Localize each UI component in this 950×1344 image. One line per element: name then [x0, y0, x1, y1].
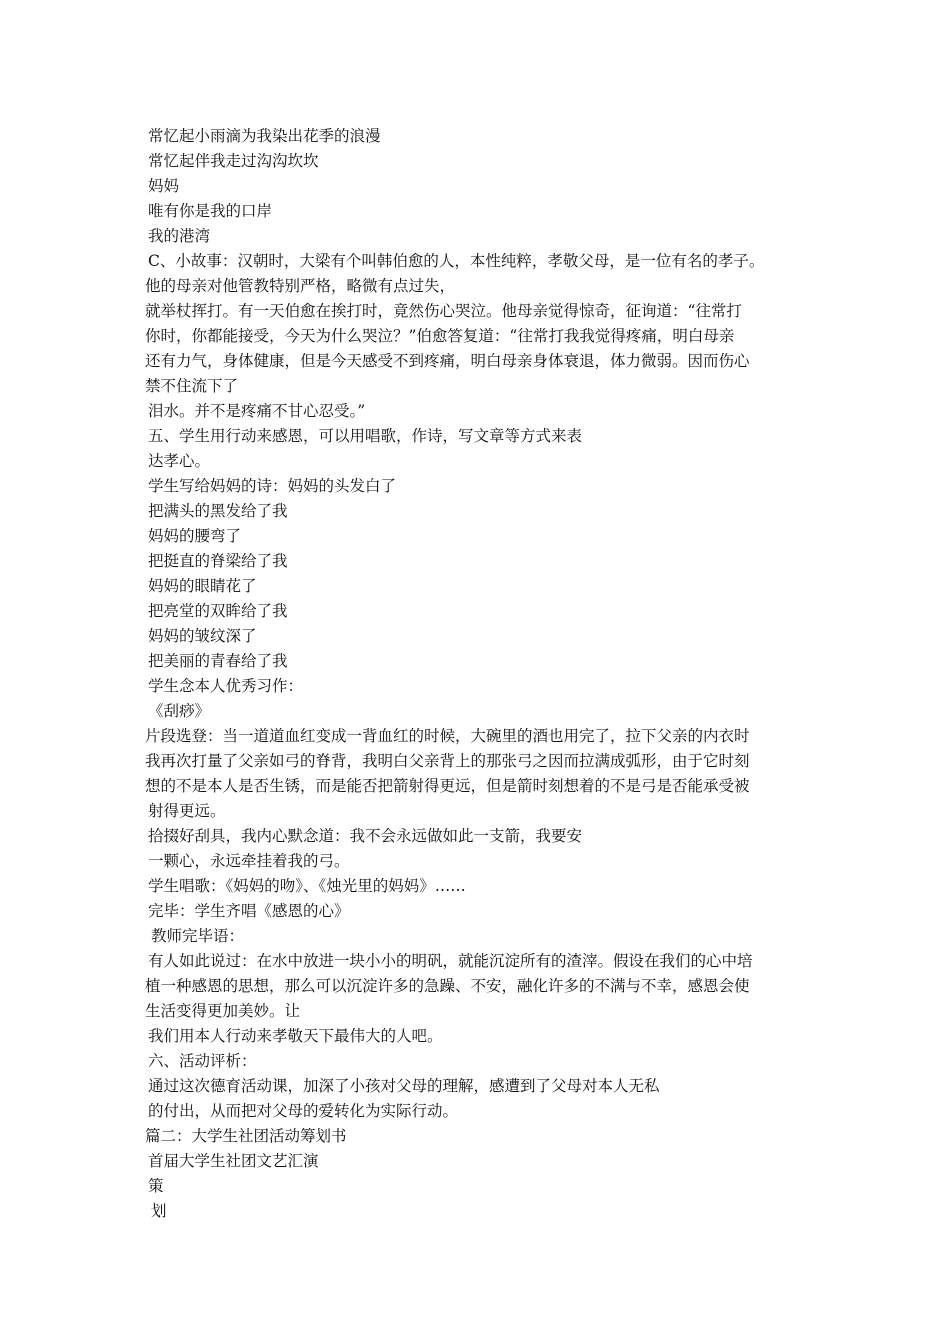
text-line: 妈妈的腰弯了	[148, 527, 242, 545]
text-line: 就举杖挥打。有一天伯愈在挨打时，竟然伤心哭泣。他母亲觉得惊奇，征询道：“往常打	[145, 302, 742, 320]
text-line: 的付出，从而把对父母的爱转化为实际行动。	[148, 1102, 459, 1120]
text-line: 达孝心。	[148, 452, 211, 470]
text-line: 泪水。并不是疼痛不甘心忍受。”	[148, 402, 366, 420]
text-line: 生活变得更加美妙。让	[145, 1002, 301, 1020]
text-line: 学生写给妈妈的诗：妈妈的头发白了	[148, 477, 397, 495]
text-line: 我的港湾	[148, 227, 211, 245]
text-line: 把挺直的脊梁给了我	[148, 552, 288, 570]
text-line: 想的不是本人是否生锈，而是能否把箭射得更远，但是箭时刻想着的不是弓是否能承受被	[145, 777, 750, 795]
text-line: 片段选登：当一道道血红变成一背血红的时候，大碗里的酒也用完了，拉下父亲的内衣时	[145, 727, 750, 745]
text-line: 你时，你都能接受，今天为什么哭泣？”伯愈答复道：“往常打我我觉得疼痛，明白母亲	[145, 327, 735, 345]
document-body	[145, 124, 825, 1224]
text-line: 我们用本人行动来孝敬天下最伟大的人吧。	[148, 1027, 443, 1045]
text-line: 妈妈	[148, 177, 180, 195]
text-line: 植一种感恩的思想，那么可以沉淀许多的急躁、不安，融化许多的不满与不幸，感恩会使	[145, 977, 750, 995]
text-line: 唯有你是我的口岸	[148, 202, 273, 220]
text-line: 常忆起小雨滴为我染出花季的浪漫	[148, 127, 381, 145]
text-line: 五、学生用行动来感恩，可以用唱歌，作诗，写文章等方式来表	[148, 427, 583, 445]
text-line: 常忆起伴我走过沟沟坎坎	[148, 152, 319, 170]
text-line: 拾掇好刮具，我内心默念道：我不会永远做如此一支箭，我要安	[148, 827, 583, 845]
text-line: 教师完毕语：	[151, 927, 245, 945]
text-line: 他的母亲对他管教特别严格，略微有点过失，	[145, 277, 456, 295]
text-line: 六、活动评析：	[148, 1052, 257, 1070]
text-line: 我再次打量了父亲如弓的脊背，我明白父亲背上的那张弓之因而拉满成弧形，由于它时刻	[145, 752, 750, 770]
text-line: 把亮堂的双眸给了我	[148, 602, 288, 620]
text-line: 禁不住流下了	[145, 377, 239, 395]
text-line: 妈妈的皱纹深了	[148, 627, 257, 645]
text-line: 完毕：学生齐唱《感恩的心》	[148, 902, 350, 920]
text-line: 把满头的黑发给了我	[148, 502, 288, 520]
text-line: C、小故事：汉朝时，大梁有个叫韩伯愈的人，本性纯粹，孝敬父母，是一位有名的孝子。	[148, 252, 765, 270]
text-line: 一颗心，永远牵挂着我的弓。	[148, 852, 350, 870]
text-line: 首届大学生社团文艺汇演	[148, 1152, 319, 1170]
text-line: 还有力气，身体健康，但是今天感受不到疼痛，明白母亲身体衰退，体力微弱。因而伤心	[145, 352, 750, 370]
text-line: 有人如此说过：在水中放进一块小小的明矾，就能沉淀所有的渣滓。假设在我们的心中培	[148, 952, 753, 970]
text-line: 把美丽的青春给了我	[148, 652, 288, 670]
text-line: 射得更远。	[148, 802, 226, 820]
text-line: 妈妈的眼睛花了	[148, 577, 257, 595]
text-line: 《刮痧》	[148, 702, 211, 720]
text-line: 划	[151, 1202, 167, 1220]
text-line: 学生念本人优秀习作：	[148, 677, 304, 695]
text-line: 学生唱歌：《妈妈的吻》、《烛光里的妈妈》……	[148, 877, 466, 895]
text-line: 策	[148, 1177, 164, 1195]
text-line: 通过这次德育活动课，加深了小孩对父母的理解，感遭到了父母对本人无私	[148, 1077, 660, 1095]
text-line: 篇二：大学生社团活动筹划书	[145, 1127, 347, 1145]
